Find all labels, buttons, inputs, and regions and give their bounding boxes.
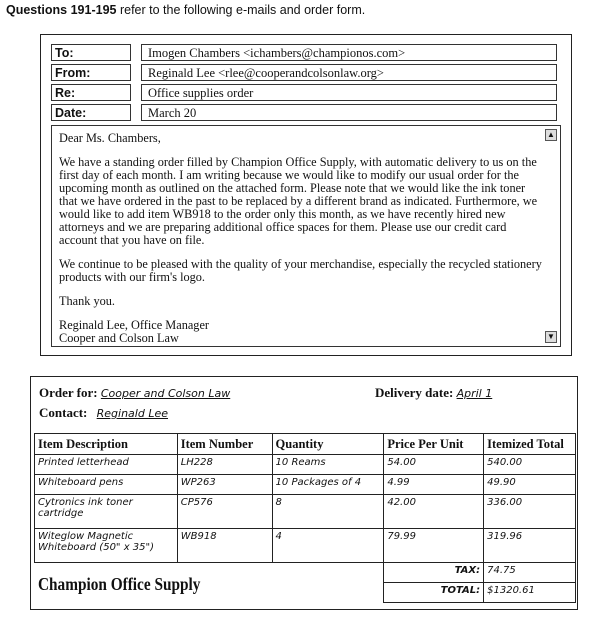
subject-row: [51, 84, 561, 102]
company-name: Champion Office Supply: [37, 574, 200, 595]
tax-value: 74.75: [484, 563, 576, 583]
item-price: 79.99: [384, 529, 484, 563]
item-description: Witeglow Magnetic Whiteboard (50" x 35"): [35, 529, 178, 563]
to-row: [51, 44, 561, 62]
subject-field: Office supplies order: [141, 84, 557, 101]
contact-label: Contact:: [39, 405, 88, 420]
closing: Thank you.: [59, 294, 116, 308]
item-price: 54.00: [384, 455, 484, 475]
question-instruction: refer to the following e-mails and order form.: [119, 3, 366, 17]
item-quantity: 4: [272, 529, 384, 563]
table-row: [35, 495, 576, 529]
item-number: CP576: [177, 495, 272, 529]
column-header: Price Per Unit: [384, 434, 484, 455]
item-description: Printed letterhead: [35, 455, 178, 475]
company-cell: [35, 563, 384, 603]
item-description: Cytronics ink toner cartridge: [35, 495, 178, 529]
question-header: [6, 3, 365, 17]
column-header: Itemized Total: [484, 434, 576, 455]
question-range: Questions 191-195: [6, 3, 117, 17]
order-for-value: Cooper and Colson Law: [100, 387, 231, 400]
signature-firm: Cooper and Colson Law: [59, 331, 179, 345]
delivery-label: Delivery date:: [375, 385, 454, 400]
email-panel: [40, 34, 572, 356]
from-label: From:: [51, 64, 131, 81]
item-total: 336.00: [484, 495, 576, 529]
table-row: [35, 529, 576, 563]
item-number: WP263: [177, 475, 272, 495]
to-field: Imogen Chambers <ichambers@championos.com>: [141, 44, 557, 61]
item-number: WB918: [177, 529, 272, 563]
signature-name: Reginald Lee, Office Manager: [59, 318, 210, 332]
tax-label: TAX:: [384, 563, 484, 583]
item-price: 4.99: [384, 475, 484, 495]
item-number: LH228: [177, 455, 272, 475]
from-row: [51, 64, 561, 82]
total-value: $1320.61: [484, 583, 576, 603]
date-label: Date:: [51, 104, 131, 121]
contact-value: Reginald Lee: [96, 407, 169, 420]
item-quantity: 8: [272, 495, 384, 529]
date-row: [51, 104, 561, 122]
item-description: Whiteboard pens: [35, 475, 178, 495]
order-for-label: Order for:: [39, 385, 98, 400]
subject-label: Re:: [51, 84, 131, 101]
to-label: To:: [51, 44, 131, 61]
table-row: [35, 475, 576, 495]
total-label: TOTAL:: [384, 583, 484, 603]
scroll-up-icon[interactable]: ▲: [545, 129, 557, 141]
scroll-down-icon[interactable]: ▼: [545, 331, 557, 343]
item-total: 49.90: [484, 475, 576, 495]
item-total: 540.00: [484, 455, 576, 475]
from-field: Reginald Lee <rlee@cooperandcolsonlaw.org>: [141, 64, 557, 81]
tax-row: [35, 563, 576, 583]
paragraph-1: We have a standing order filled by Champion Office Supply, with automatic delivery to us on the first day of each month. I am writing because we would like to modify our usual order for the upcoming month as outlined on the attached form. Please note that we would like the ink toner that we have ordered in the past to be replaced by a different brand as indicated. Furthermore, we would like to add item WB918 to the order only this month, as we have recently hired new attorneys and we are preparing additional office spaces for them. Please use our credit card account that you have on file.: [59, 155, 538, 247]
email-body: [51, 125, 561, 347]
column-header: Item Description: [35, 434, 178, 455]
table-row: [35, 455, 576, 475]
order-form: [30, 376, 578, 610]
date-field: March 20: [141, 104, 557, 121]
column-header: Item Number: [177, 434, 272, 455]
item-total: 319.96: [484, 529, 576, 563]
item-price: 42.00: [384, 495, 484, 529]
greeting: Dear Ms. Chambers,: [59, 131, 161, 145]
delivery-value: April 1: [456, 387, 493, 400]
order-table: [34, 433, 576, 603]
column-header: Quantity: [272, 434, 384, 455]
item-quantity: 10 Reams: [272, 455, 384, 475]
table-header-row: [35, 434, 576, 455]
item-quantity: 10 Packages of 4: [272, 475, 384, 495]
paragraph-2: We continue to be pleased with the quality of your merchandise, especially the recycled stationery products with our firm's logo.: [59, 257, 542, 284]
